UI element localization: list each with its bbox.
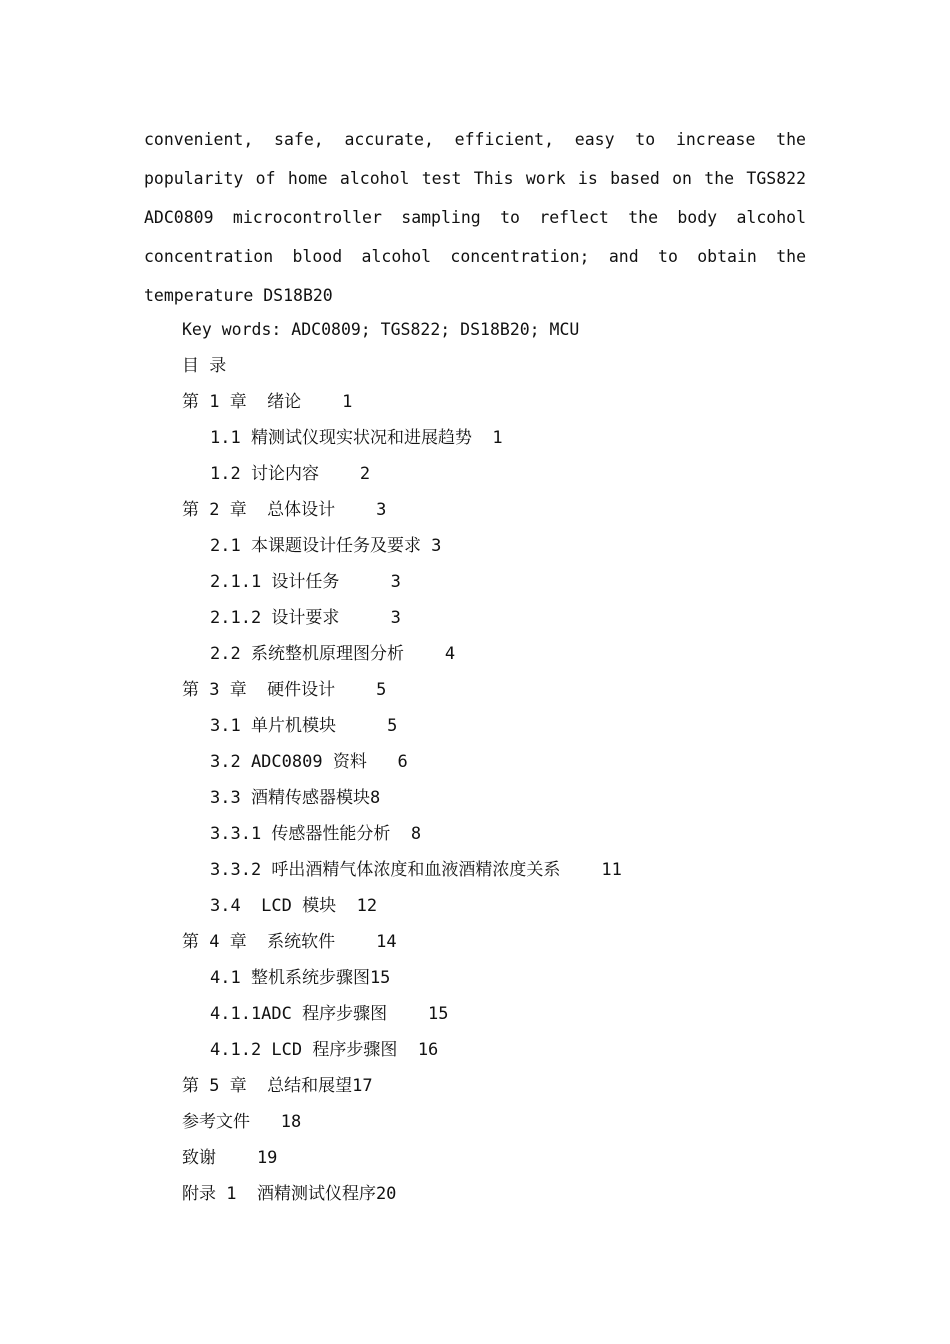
toc-section-entry: 1.2 讨论内容 2 bbox=[210, 464, 371, 484]
toc-section-entry: 3.2 ADC0809 资料 6 bbox=[210, 752, 408, 772]
toc-title: 目 录 bbox=[182, 356, 227, 376]
toc-chapter-entry: 第 1 章 绪论 1 bbox=[182, 392, 353, 412]
toc-section-entry: 3.3 酒精传感器模块8 bbox=[210, 788, 381, 808]
abstract-line: concentration blood alcohol concentration; and to obtain the bbox=[144, 247, 806, 266]
toc-section-entry: 3.1 单片机模块 5 bbox=[210, 716, 398, 736]
abstract-line: ADC0809 microcontroller sampling to reflect the body alcohol bbox=[144, 208, 806, 227]
abstract-line: temperature DS18B20 bbox=[144, 286, 333, 305]
toc-chapter-entry: 第 5 章 总结和展望17 bbox=[182, 1076, 373, 1096]
toc-section-entry: 3.3.1 传感器性能分析 8 bbox=[210, 824, 422, 844]
toc-chapter-entry: 致谢 19 bbox=[182, 1148, 278, 1168]
toc-section-entry: 2.2 系统整机原理图分析 4 bbox=[210, 644, 456, 664]
toc-section-entry: 3.3.2 呼出酒精气体浓度和血液酒精浓度关系 11 bbox=[210, 860, 622, 880]
toc-section-entry: 2.1 本课题设计任务及要求 3 bbox=[210, 536, 442, 556]
toc-chapter-entry: 第 4 章 系统软件 14 bbox=[182, 932, 397, 952]
toc-section-entry: 4.1.2 LCD 程序步骤图 16 bbox=[210, 1040, 439, 1060]
toc-chapter-entry: 第 2 章 总体设计 3 bbox=[182, 500, 387, 520]
abstract-line: popularity of home alcohol test This work is based on the TGS822 bbox=[144, 169, 806, 188]
toc-section-entry: 2.1.1 设计任务 3 bbox=[210, 572, 401, 592]
toc-section-entry: 4.1.1ADC 程序步骤图 15 bbox=[210, 1004, 449, 1024]
toc-section-entry: 4.1 整机系统步骤图15 bbox=[210, 968, 391, 988]
toc-chapter-entry: 附录 1 酒精测试仪程序20 bbox=[182, 1184, 397, 1204]
toc-chapter-entry: 第 3 章 硬件设计 5 bbox=[182, 680, 387, 700]
toc-section-entry: 2.1.2 设计要求 3 bbox=[210, 608, 401, 628]
abstract-line: convenient, safe, accurate, efficient, easy to increase the bbox=[144, 130, 806, 149]
toc-section-entry: 3.4 LCD 模块 12 bbox=[210, 896, 378, 916]
abstract-paragraph bbox=[144, 120, 806, 315]
keywords-line: Key words: ADC0809; TGS822; DS18B20; MCU bbox=[182, 320, 580, 339]
toc-section-entry: 1.1 精测试仪现实状况和进展趋势 1 bbox=[210, 428, 503, 448]
toc-chapter-entry: 参考文件 18 bbox=[182, 1112, 302, 1132]
